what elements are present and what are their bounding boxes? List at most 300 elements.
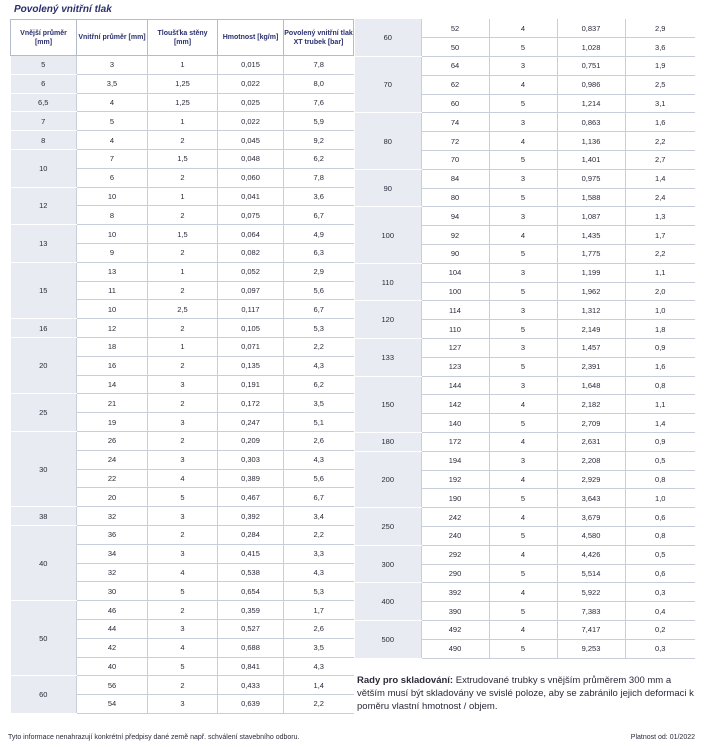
pressure-cell: 7,8 bbox=[284, 56, 354, 75]
wall-thickness-cell: 5 bbox=[489, 357, 557, 376]
pressure-cell: 2,7 bbox=[625, 151, 695, 170]
weight-cell: 0,097 bbox=[218, 281, 284, 300]
pressure-cell: 0,6 bbox=[625, 564, 695, 583]
outer-diameter-cell: 40 bbox=[11, 525, 77, 600]
wall-thickness-cell: 5 bbox=[489, 489, 557, 508]
table-row bbox=[11, 93, 354, 112]
table-row bbox=[355, 621, 695, 640]
weight-cell: 0,986 bbox=[557, 75, 625, 94]
pressure-cell: 2,6 bbox=[284, 431, 354, 450]
inner-diameter-cell: 42 bbox=[77, 638, 148, 657]
inner-diameter-cell: 140 bbox=[421, 414, 489, 433]
table-row bbox=[11, 262, 354, 281]
pressure-cell: 0,6 bbox=[625, 508, 695, 527]
weight-cell: 0,045 bbox=[218, 131, 284, 150]
outer-diameter-cell: 80 bbox=[355, 113, 421, 169]
weight-cell: 3,643 bbox=[557, 489, 625, 508]
pressure-cell: 1,7 bbox=[625, 226, 695, 245]
storage-note bbox=[357, 674, 697, 713]
outer-diameter-cell: 12 bbox=[11, 187, 77, 225]
table-row bbox=[11, 337, 354, 356]
table-row bbox=[355, 113, 695, 132]
weight-cell: 4,580 bbox=[557, 527, 625, 546]
weight-cell: 0,688 bbox=[218, 638, 284, 657]
pressure-cell: 0,8 bbox=[625, 376, 695, 395]
wall-thickness-cell: 4 bbox=[489, 433, 557, 452]
table-row bbox=[355, 19, 695, 38]
wall-thickness-cell: 4 bbox=[489, 75, 557, 94]
table-row bbox=[355, 263, 695, 282]
table-row bbox=[11, 56, 354, 75]
header-wall-thickness: Tloušťka stěny [mm] bbox=[148, 20, 218, 56]
pressure-cell: 2,9 bbox=[284, 262, 354, 281]
weight-cell: 0,975 bbox=[557, 169, 625, 188]
weight-cell: 5,514 bbox=[557, 564, 625, 583]
table-row bbox=[355, 376, 695, 395]
outer-diameter-cell: 300 bbox=[355, 545, 421, 583]
header-outer-diameter: Vnější průměr [mm] bbox=[11, 20, 77, 56]
weight-cell: 0,284 bbox=[218, 525, 284, 544]
inner-diameter-cell: 3 bbox=[77, 56, 148, 75]
wall-thickness-cell: 5 bbox=[489, 564, 557, 583]
pressure-cell: 9,2 bbox=[284, 131, 354, 150]
pressure-cell: 2,6 bbox=[284, 619, 354, 638]
table-row bbox=[11, 507, 354, 526]
outer-diameter-cell: 30 bbox=[11, 431, 77, 506]
pressure-cell: 1,9 bbox=[625, 57, 695, 76]
wall-thickness-cell: 1 bbox=[148, 337, 218, 356]
weight-cell: 0,041 bbox=[218, 187, 284, 206]
weight-cell: 0,025 bbox=[218, 93, 284, 112]
inner-diameter-cell: 10 bbox=[77, 187, 148, 206]
weight-cell: 9,253 bbox=[557, 639, 625, 658]
inner-diameter-cell: 392 bbox=[421, 583, 489, 602]
outer-diameter-cell: 150 bbox=[355, 376, 421, 432]
outer-diameter-cell: 20 bbox=[11, 337, 77, 393]
weight-cell: 0,538 bbox=[218, 563, 284, 582]
table-row bbox=[355, 207, 695, 226]
outer-diameter-cell: 110 bbox=[355, 263, 421, 301]
inner-diameter-cell: 9 bbox=[77, 243, 148, 262]
outer-diameter-cell: 60 bbox=[11, 676, 77, 714]
weight-cell: 2,182 bbox=[557, 395, 625, 414]
inner-diameter-cell: 44 bbox=[77, 619, 148, 638]
inner-diameter-cell: 50 bbox=[421, 38, 489, 57]
pressure-cell: 2,2 bbox=[284, 695, 354, 714]
inner-diameter-cell: 16 bbox=[77, 356, 148, 375]
weight-cell: 0,117 bbox=[218, 300, 284, 319]
outer-diameter-cell: 70 bbox=[355, 57, 421, 113]
pressure-cell: 8,0 bbox=[284, 74, 354, 93]
table-row bbox=[355, 508, 695, 527]
wall-thickness-cell: 1,25 bbox=[148, 93, 218, 112]
wall-thickness-cell: 4 bbox=[489, 19, 557, 38]
wall-thickness-cell: 2 bbox=[148, 319, 218, 338]
table-row bbox=[11, 319, 354, 338]
wall-thickness-cell: 4 bbox=[489, 583, 557, 602]
inner-diameter-cell: 84 bbox=[421, 169, 489, 188]
pressure-cell: 0,3 bbox=[625, 583, 695, 602]
inner-diameter-cell: 52 bbox=[421, 19, 489, 38]
outer-diameter-cell: 60 bbox=[355, 19, 421, 57]
weight-cell: 5,922 bbox=[557, 583, 625, 602]
inner-diameter-cell: 194 bbox=[421, 451, 489, 470]
wall-thickness-cell: 4 bbox=[489, 226, 557, 245]
weight-cell: 1,028 bbox=[557, 38, 625, 57]
weight-cell: 4,426 bbox=[557, 545, 625, 564]
wall-thickness-cell: 3 bbox=[489, 57, 557, 76]
wall-thickness-cell: 2 bbox=[148, 206, 218, 225]
wall-thickness-cell: 5 bbox=[489, 282, 557, 301]
weight-cell: 1,457 bbox=[557, 339, 625, 358]
weight-cell: 7,383 bbox=[557, 602, 625, 621]
pressure-cell: 3,1 bbox=[625, 94, 695, 113]
table-row bbox=[355, 169, 695, 188]
wall-thickness-cell: 2 bbox=[148, 525, 218, 544]
table-row bbox=[11, 131, 354, 150]
outer-diameter-cell: 250 bbox=[355, 508, 421, 546]
pressure-cell: 6,7 bbox=[284, 206, 354, 225]
inner-diameter-cell: 10 bbox=[77, 225, 148, 244]
inner-diameter-cell: 4 bbox=[77, 93, 148, 112]
table-row bbox=[355, 301, 695, 320]
table-row bbox=[355, 451, 695, 470]
inner-diameter-cell: 6 bbox=[77, 168, 148, 187]
outer-diameter-cell: 8 bbox=[11, 131, 77, 150]
outer-diameter-cell: 10 bbox=[11, 149, 77, 187]
pressure-cell: 5,3 bbox=[284, 582, 354, 601]
outer-diameter-cell: 7 bbox=[11, 112, 77, 131]
outer-diameter-cell: 5 bbox=[11, 56, 77, 75]
wall-thickness-cell: 5 bbox=[489, 38, 557, 57]
table-row bbox=[355, 583, 695, 602]
weight-cell: 0,751 bbox=[557, 57, 625, 76]
pressure-cell: 2,2 bbox=[284, 337, 354, 356]
inner-diameter-cell: 190 bbox=[421, 489, 489, 508]
wall-thickness-cell: 4 bbox=[489, 395, 557, 414]
inner-diameter-cell: 492 bbox=[421, 621, 489, 640]
pressure-cell: 1,8 bbox=[625, 320, 695, 339]
pressure-cell: 3,4 bbox=[284, 507, 354, 526]
wall-thickness-cell: 5 bbox=[489, 245, 557, 264]
weight-cell: 0,209 bbox=[218, 431, 284, 450]
outer-diameter-cell: 50 bbox=[11, 601, 77, 676]
inner-diameter-cell: 110 bbox=[421, 320, 489, 339]
wall-thickness-cell: 3 bbox=[148, 507, 218, 526]
inner-diameter-cell: 19 bbox=[77, 413, 148, 432]
outer-diameter-cell: 400 bbox=[355, 583, 421, 621]
weight-cell: 1,648 bbox=[557, 376, 625, 395]
outer-diameter-cell: 6,5 bbox=[11, 93, 77, 112]
inner-diameter-cell: 74 bbox=[421, 113, 489, 132]
inner-diameter-cell: 24 bbox=[77, 450, 148, 469]
pressure-cell: 1,4 bbox=[625, 414, 695, 433]
inner-diameter-cell: 62 bbox=[421, 75, 489, 94]
wall-thickness-cell: 4 bbox=[489, 508, 557, 527]
pressure-cell: 1,4 bbox=[284, 676, 354, 695]
weight-cell: 0,064 bbox=[218, 225, 284, 244]
footer-disclaimer: Tyto informace nenahrazují konkrétní předpisy dané země např. schválení stavebního odboru. bbox=[8, 734, 300, 741]
outer-diameter-cell: 200 bbox=[355, 451, 421, 507]
wall-thickness-cell: 2 bbox=[148, 676, 218, 695]
table-row bbox=[11, 187, 354, 206]
pressure-cell: 5,1 bbox=[284, 413, 354, 432]
inner-diameter-cell: 490 bbox=[421, 639, 489, 658]
weight-cell: 1,199 bbox=[557, 263, 625, 282]
wall-thickness-cell: 5 bbox=[489, 320, 557, 339]
pressure-cell: 6,2 bbox=[284, 375, 354, 394]
table-row bbox=[355, 57, 695, 76]
weight-cell: 0,060 bbox=[218, 168, 284, 187]
outer-diameter-cell: 100 bbox=[355, 207, 421, 263]
wall-thickness-cell: 2 bbox=[148, 168, 218, 187]
pressure-cell: 5,3 bbox=[284, 319, 354, 338]
pressure-table-right bbox=[355, 19, 695, 659]
pressure-cell: 3,6 bbox=[625, 38, 695, 57]
pressure-cell: 6,7 bbox=[284, 300, 354, 319]
table-row bbox=[11, 601, 354, 620]
inner-diameter-cell: 80 bbox=[421, 188, 489, 207]
header-inner-diameter: Vnitřní průměr [mm] bbox=[77, 20, 148, 56]
pressure-cell: 1,6 bbox=[625, 113, 695, 132]
inner-diameter-cell: 123 bbox=[421, 357, 489, 376]
weight-cell: 1,312 bbox=[557, 301, 625, 320]
table-row bbox=[11, 149, 354, 168]
inner-diameter-cell: 104 bbox=[421, 263, 489, 282]
outer-diameter-cell: 13 bbox=[11, 225, 77, 263]
weight-cell: 0,639 bbox=[218, 695, 284, 714]
wall-thickness-cell: 5 bbox=[489, 414, 557, 433]
wall-thickness-cell: 3 bbox=[489, 451, 557, 470]
wall-thickness-cell: 3 bbox=[489, 207, 557, 226]
inner-diameter-cell: 72 bbox=[421, 132, 489, 151]
wall-thickness-cell: 2 bbox=[148, 243, 218, 262]
weight-cell: 3,679 bbox=[557, 508, 625, 527]
inner-diameter-cell: 46 bbox=[77, 601, 148, 620]
header-weight: Hmotnost [kg/m] bbox=[218, 20, 284, 56]
inner-diameter-cell: 32 bbox=[77, 563, 148, 582]
pressure-cell: 1,0 bbox=[625, 301, 695, 320]
wall-thickness-cell: 2 bbox=[148, 394, 218, 413]
pressure-table-left bbox=[10, 19, 354, 714]
inner-diameter-cell: 5 bbox=[77, 112, 148, 131]
wall-thickness-cell: 3 bbox=[148, 450, 218, 469]
pressure-cell: 4,9 bbox=[284, 225, 354, 244]
pressure-cell: 1,6 bbox=[625, 357, 695, 376]
wall-thickness-cell: 5 bbox=[148, 657, 218, 676]
weight-cell: 0,105 bbox=[218, 319, 284, 338]
wall-thickness-cell: 4 bbox=[489, 470, 557, 489]
wall-thickness-cell: 3 bbox=[489, 113, 557, 132]
wall-thickness-cell: 2 bbox=[148, 601, 218, 620]
wall-thickness-cell: 5 bbox=[489, 602, 557, 621]
pressure-cell: 1,7 bbox=[284, 601, 354, 620]
storage-note-title: Rady pro skladování: bbox=[357, 675, 454, 686]
inner-diameter-cell: 56 bbox=[77, 676, 148, 695]
outer-diameter-cell: 120 bbox=[355, 301, 421, 339]
inner-diameter-cell: 12 bbox=[77, 319, 148, 338]
pressure-cell: 6,7 bbox=[284, 488, 354, 507]
pressure-cell: 0,8 bbox=[625, 527, 695, 546]
inner-diameter-cell: 26 bbox=[77, 431, 148, 450]
table-row bbox=[11, 225, 354, 244]
inner-diameter-cell: 13 bbox=[77, 262, 148, 281]
inner-diameter-cell: 54 bbox=[77, 695, 148, 714]
wall-thickness-cell: 2 bbox=[148, 131, 218, 150]
pressure-cell: 1,3 bbox=[625, 207, 695, 226]
pressure-cell: 0,4 bbox=[625, 602, 695, 621]
inner-diameter-cell: 34 bbox=[77, 544, 148, 563]
inner-diameter-cell: 242 bbox=[421, 508, 489, 527]
wall-thickness-cell: 3 bbox=[148, 695, 218, 714]
weight-cell: 0,052 bbox=[218, 262, 284, 281]
weight-cell: 1,136 bbox=[557, 132, 625, 151]
header-pressure: Povolený vnitřní tlak XT trubek [bar] bbox=[284, 20, 354, 56]
pressure-cell: 2,2 bbox=[625, 132, 695, 151]
storage-note-text: Extrudované trubky s vnějším průměrem 300 mm a větším musí být skladovány ve svislé poloze, aby se zabránilo jejich deformaci k poměru vlastní hmotnost / objem. bbox=[357, 675, 694, 712]
wall-thickness-cell: 1 bbox=[148, 262, 218, 281]
table-row bbox=[11, 431, 354, 450]
outer-diameter-cell: 16 bbox=[11, 319, 77, 338]
inner-diameter-cell: 40 bbox=[77, 657, 148, 676]
inner-diameter-cell: 7 bbox=[77, 149, 148, 168]
inner-diameter-cell: 32 bbox=[77, 507, 148, 526]
pressure-cell: 3,5 bbox=[284, 394, 354, 413]
pressure-cell: 1,0 bbox=[625, 489, 695, 508]
wall-thickness-cell: 3 bbox=[148, 544, 218, 563]
table-header-row bbox=[11, 20, 354, 56]
pressure-cell: 5,6 bbox=[284, 469, 354, 488]
inner-diameter-cell: 114 bbox=[421, 301, 489, 320]
weight-cell: 0,135 bbox=[218, 356, 284, 375]
inner-diameter-cell: 8 bbox=[77, 206, 148, 225]
wall-thickness-cell: 4 bbox=[489, 132, 557, 151]
wall-thickness-cell: 5 bbox=[148, 488, 218, 507]
inner-diameter-cell: 90 bbox=[421, 245, 489, 264]
wall-thickness-cell: 3 bbox=[148, 413, 218, 432]
pressure-cell: 0,8 bbox=[625, 470, 695, 489]
pressure-cell: 0,3 bbox=[625, 639, 695, 658]
pressure-cell: 6,2 bbox=[284, 149, 354, 168]
wall-thickness-cell: 1 bbox=[148, 187, 218, 206]
inner-diameter-cell: 290 bbox=[421, 564, 489, 583]
wall-thickness-cell: 5 bbox=[489, 94, 557, 113]
weight-cell: 1,962 bbox=[557, 282, 625, 301]
wall-thickness-cell: 5 bbox=[489, 188, 557, 207]
pressure-cell: 1,1 bbox=[625, 395, 695, 414]
outer-diameter-cell: 90 bbox=[355, 169, 421, 207]
outer-diameter-cell: 38 bbox=[11, 507, 77, 526]
wall-thickness-cell: 4 bbox=[148, 469, 218, 488]
pressure-cell: 4,3 bbox=[284, 657, 354, 676]
weight-cell: 0,191 bbox=[218, 375, 284, 394]
inner-diameter-cell: 3,5 bbox=[77, 74, 148, 93]
pressure-cell: 2,2 bbox=[625, 245, 695, 264]
inner-diameter-cell: 30 bbox=[77, 582, 148, 601]
outer-diameter-cell: 15 bbox=[11, 262, 77, 318]
weight-cell: 0,247 bbox=[218, 413, 284, 432]
wall-thickness-cell: 2 bbox=[148, 431, 218, 450]
weight-cell: 2,929 bbox=[557, 470, 625, 489]
weight-cell: 0,389 bbox=[218, 469, 284, 488]
wall-thickness-cell: 5 bbox=[489, 151, 557, 170]
weight-cell: 2,631 bbox=[557, 433, 625, 452]
weight-cell: 0,048 bbox=[218, 149, 284, 168]
inner-diameter-cell: 70 bbox=[421, 151, 489, 170]
weight-cell: 0,082 bbox=[218, 243, 284, 262]
pressure-cell: 0,5 bbox=[625, 451, 695, 470]
weight-cell: 1,775 bbox=[557, 245, 625, 264]
wall-thickness-cell: 3 bbox=[489, 339, 557, 358]
weight-cell: 2,208 bbox=[557, 451, 625, 470]
pressure-cell: 0,5 bbox=[625, 545, 695, 564]
pressure-cell: 2,4 bbox=[625, 188, 695, 207]
pressure-cell: 4,3 bbox=[284, 563, 354, 582]
weight-cell: 1,588 bbox=[557, 188, 625, 207]
wall-thickness-cell: 5 bbox=[489, 639, 557, 658]
pressure-cell: 2,2 bbox=[284, 525, 354, 544]
wall-thickness-cell: 3 bbox=[148, 375, 218, 394]
weight-cell: 1,435 bbox=[557, 226, 625, 245]
inner-diameter-cell: 22 bbox=[77, 469, 148, 488]
table-row bbox=[11, 112, 354, 131]
weight-cell: 1,401 bbox=[557, 151, 625, 170]
pressure-cell: 2,5 bbox=[625, 75, 695, 94]
wall-thickness-cell: 4 bbox=[489, 545, 557, 564]
weight-cell: 0,015 bbox=[218, 56, 284, 75]
page-title: Povolený vnitřní tlak bbox=[14, 4, 112, 15]
table-row bbox=[11, 676, 354, 695]
table-row bbox=[11, 525, 354, 544]
inner-diameter-cell: 100 bbox=[421, 282, 489, 301]
pressure-cell: 4,3 bbox=[284, 356, 354, 375]
wall-thickness-cell: 2,5 bbox=[148, 300, 218, 319]
pressure-cell: 7,8 bbox=[284, 168, 354, 187]
footer-validity: Platnost od: 01/2022 bbox=[630, 734, 695, 741]
weight-cell: 0,022 bbox=[218, 112, 284, 131]
wall-thickness-cell: 5 bbox=[489, 527, 557, 546]
weight-cell: 0,172 bbox=[218, 394, 284, 413]
inner-diameter-cell: 4 bbox=[77, 131, 148, 150]
inner-diameter-cell: 20 bbox=[77, 488, 148, 507]
weight-cell: 0,415 bbox=[218, 544, 284, 563]
inner-diameter-cell: 94 bbox=[421, 207, 489, 226]
weight-cell: 0,433 bbox=[218, 676, 284, 695]
outer-diameter-cell: 6 bbox=[11, 74, 77, 93]
table-row bbox=[11, 74, 354, 93]
weight-cell: 2,391 bbox=[557, 357, 625, 376]
pressure-cell: 4,3 bbox=[284, 450, 354, 469]
wall-thickness-cell: 1,5 bbox=[148, 149, 218, 168]
inner-diameter-cell: 142 bbox=[421, 395, 489, 414]
inner-diameter-cell: 11 bbox=[77, 281, 148, 300]
weight-cell: 0,075 bbox=[218, 206, 284, 225]
outer-diameter-cell: 500 bbox=[355, 621, 421, 659]
inner-diameter-cell: 36 bbox=[77, 525, 148, 544]
inner-diameter-cell: 127 bbox=[421, 339, 489, 358]
pressure-cell: 5,6 bbox=[284, 281, 354, 300]
weight-cell: 0,863 bbox=[557, 113, 625, 132]
pressure-cell: 0,2 bbox=[625, 621, 695, 640]
weight-cell: 0,527 bbox=[218, 619, 284, 638]
inner-diameter-cell: 240 bbox=[421, 527, 489, 546]
outer-diameter-cell: 25 bbox=[11, 394, 77, 432]
inner-diameter-cell: 144 bbox=[421, 376, 489, 395]
wall-thickness-cell: 1,5 bbox=[148, 225, 218, 244]
wall-thickness-cell: 4 bbox=[148, 563, 218, 582]
wall-thickness-cell: 3 bbox=[489, 169, 557, 188]
inner-diameter-cell: 172 bbox=[421, 433, 489, 452]
